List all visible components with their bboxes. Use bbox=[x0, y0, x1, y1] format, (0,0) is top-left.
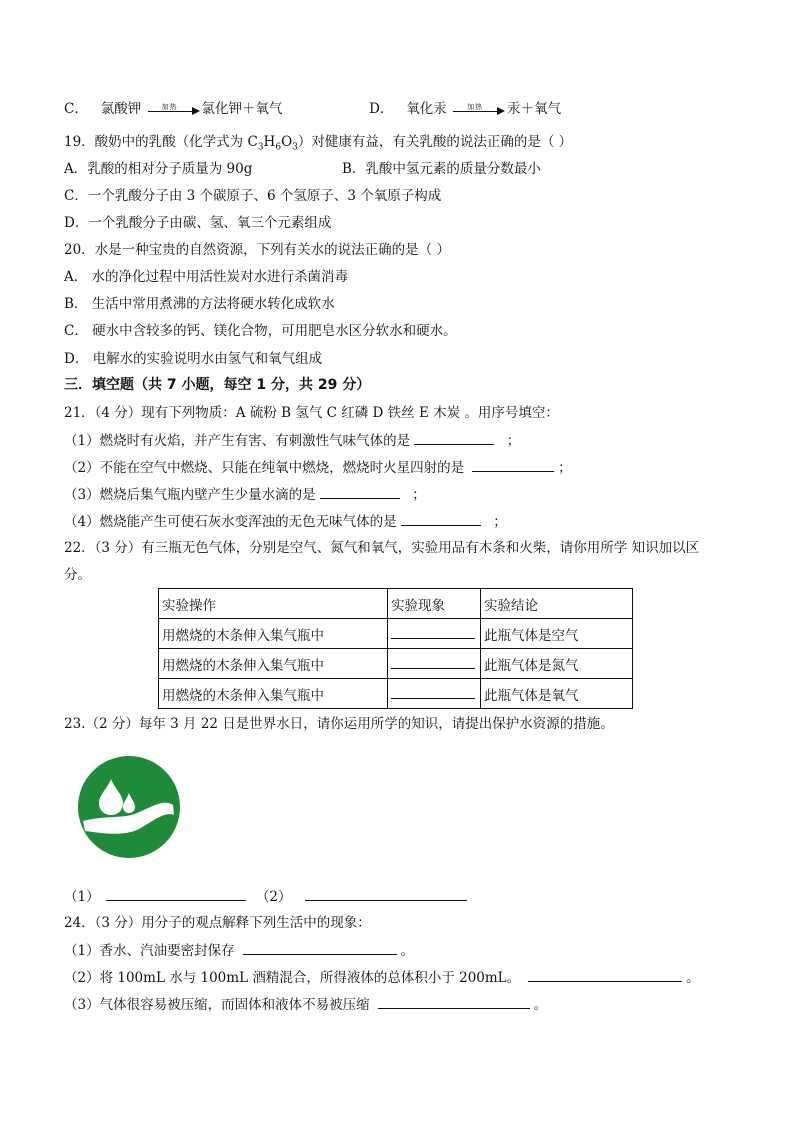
answer-blank[interactable] bbox=[472, 457, 554, 472]
table-cell-phenomenon bbox=[388, 649, 481, 679]
q22-stem-line2: 分。 bbox=[64, 567, 91, 583]
answer-blank[interactable] bbox=[391, 625, 475, 639]
q18-c-product: 氯化钾＋氧气 bbox=[201, 101, 283, 117]
q19-option-b: B．乳酸中氢元素的质量分数最小 bbox=[342, 161, 541, 177]
experiment-table bbox=[158, 588, 633, 709]
q23-stem: 23.（2 分）每年 3 月 22 日是世界水日，请你运用所学的知识，请提出保护水资源的措施。 bbox=[64, 716, 614, 732]
q24-stem: 24．（3 分）用分子的观点解释下列生活中的现象： bbox=[64, 915, 371, 931]
q22-stem-line1: 22．（3 分）有三瓶无色气体，分别是空气、氮气和氧气，实验用品有木条和火柴，请你用所学 知识加以区 bbox=[64, 540, 700, 556]
q20-option-c: C． 硬水中含较多的钙、镁化合物，可用肥皂水区分软水和硬水。 bbox=[64, 323, 457, 339]
table-cell-conclusion: 此瓶气体是氧气 bbox=[481, 679, 633, 709]
reaction-arrow-icon bbox=[148, 103, 200, 117]
answer-blank[interactable] bbox=[391, 655, 475, 669]
q19-option-c: C．一个乳酸分子由 3 个碳原子、6 个氢原子、3 个氧原子构成 bbox=[64, 188, 442, 204]
table-cell-operation: 用燃烧的木条伸入集气瓶中 bbox=[159, 679, 388, 709]
q19-option-d: D．一个乳酸分子由碳、氢、氧三个元素组成 bbox=[64, 215, 332, 231]
q20-option-d: D． 电解水的实验说明水由氢气和氧气组成 bbox=[64, 351, 323, 367]
q19-stem: 19．酸奶中的乳酸（化学式为 $C_3H_6O_3$）对健康有益，有关乳酸的说法正确的是（ ） bbox=[64, 134, 573, 153]
table-cell-conclusion: 此瓶气体是空气 bbox=[481, 619, 633, 649]
table-row bbox=[159, 649, 633, 679]
answer-blank[interactable] bbox=[414, 430, 494, 445]
answer-blank[interactable] bbox=[305, 886, 467, 901]
table-cell-phenomenon bbox=[388, 679, 481, 709]
table-header: 实验现象 bbox=[388, 589, 481, 619]
table-row bbox=[159, 619, 633, 649]
table-row bbox=[159, 679, 633, 709]
q21-item-4: （4）燃烧能产生可使石灰水变浑浊的无色无味气体的是 ； bbox=[64, 511, 507, 532]
answer-blank[interactable] bbox=[401, 511, 481, 526]
answer-blank[interactable] bbox=[528, 967, 682, 982]
table-cell-operation: 用燃烧的木条伸入集气瓶中 bbox=[159, 619, 388, 649]
answer-blank[interactable] bbox=[391, 685, 475, 699]
q21-item-2: （2）不能在空气中燃烧、只能在纯氧中燃烧，燃烧时火星四射的是 ； bbox=[64, 457, 572, 478]
section-title: 三．填空题（共 7 小题，每空 1 分，共 29 分） bbox=[64, 377, 371, 393]
q24-item-2: （2）将 100mL 水与 100mL 酒精混合，所得液体的总体积小于 200mL。 。 bbox=[64, 967, 700, 988]
reaction-condition: 加热 bbox=[467, 102, 484, 111]
q18-d-product: 汞＋氧气 bbox=[507, 101, 562, 117]
water-saving-logo-icon bbox=[77, 755, 181, 859]
table-cell-operation: 用燃烧的木条伸入集气瓶中 bbox=[159, 649, 388, 679]
reaction-arrow-icon bbox=[453, 103, 505, 117]
q18-c-reactant: 氯酸钾 bbox=[100, 101, 142, 117]
reaction-condition: 加热 bbox=[161, 102, 178, 111]
q21-stem: 21．（4 分）现有下列物质：A 硫粉 B 氢气 C 红磷 D 铁丝 E 木炭 。用序号填空： bbox=[64, 405, 559, 421]
q18-d-label: D． bbox=[369, 101, 394, 117]
q18-d-reactant: 氧化汞 bbox=[406, 101, 447, 117]
q20-stem: 20．水是一种宝贵的自然资源，下列有关水的说法正确的是（ ） bbox=[64, 242, 450, 258]
table-header: 实验操作 bbox=[159, 589, 388, 619]
q24-item-3: （3）气体很容易被压缩，而固体和液体不易被压缩 。 bbox=[64, 994, 547, 1015]
answer-blank[interactable] bbox=[106, 886, 246, 901]
table-cell-conclusion: 此瓶气体是氮气 bbox=[481, 649, 633, 679]
q19-option-a: A．乳酸的相对分子质量为 90g bbox=[64, 161, 253, 177]
q20-option-b: B． 生活中常用煮沸的方法将硬水转化成软水 bbox=[64, 296, 335, 312]
q24-item-1: （1）香水、汽油要密封保存 。 bbox=[64, 940, 414, 961]
q20-option-a: A． 水的净化过程中用活性炭对水进行杀菌消毒 bbox=[64, 269, 349, 285]
q18-c-label: C． bbox=[64, 101, 88, 117]
table-cell-phenomenon bbox=[388, 619, 481, 649]
q19-options-ab bbox=[64, 159, 541, 179]
q21-item-3: （3）燃烧后集气瓶内壁产生少量水滴的是 ； bbox=[64, 484, 426, 505]
q18-options-row bbox=[64, 99, 561, 119]
answer-blank[interactable] bbox=[378, 994, 530, 1009]
q21-item-1: （1）燃烧时有火焰，并产生有害、有刺激性气味气体的是 ； bbox=[64, 430, 520, 451]
q23-answer-row: （1） （2） bbox=[64, 886, 471, 907]
table-header-row bbox=[159, 589, 633, 619]
answer-blank[interactable] bbox=[320, 484, 400, 499]
table-header: 实验结论 bbox=[481, 589, 633, 619]
answer-blank[interactable] bbox=[243, 940, 397, 955]
